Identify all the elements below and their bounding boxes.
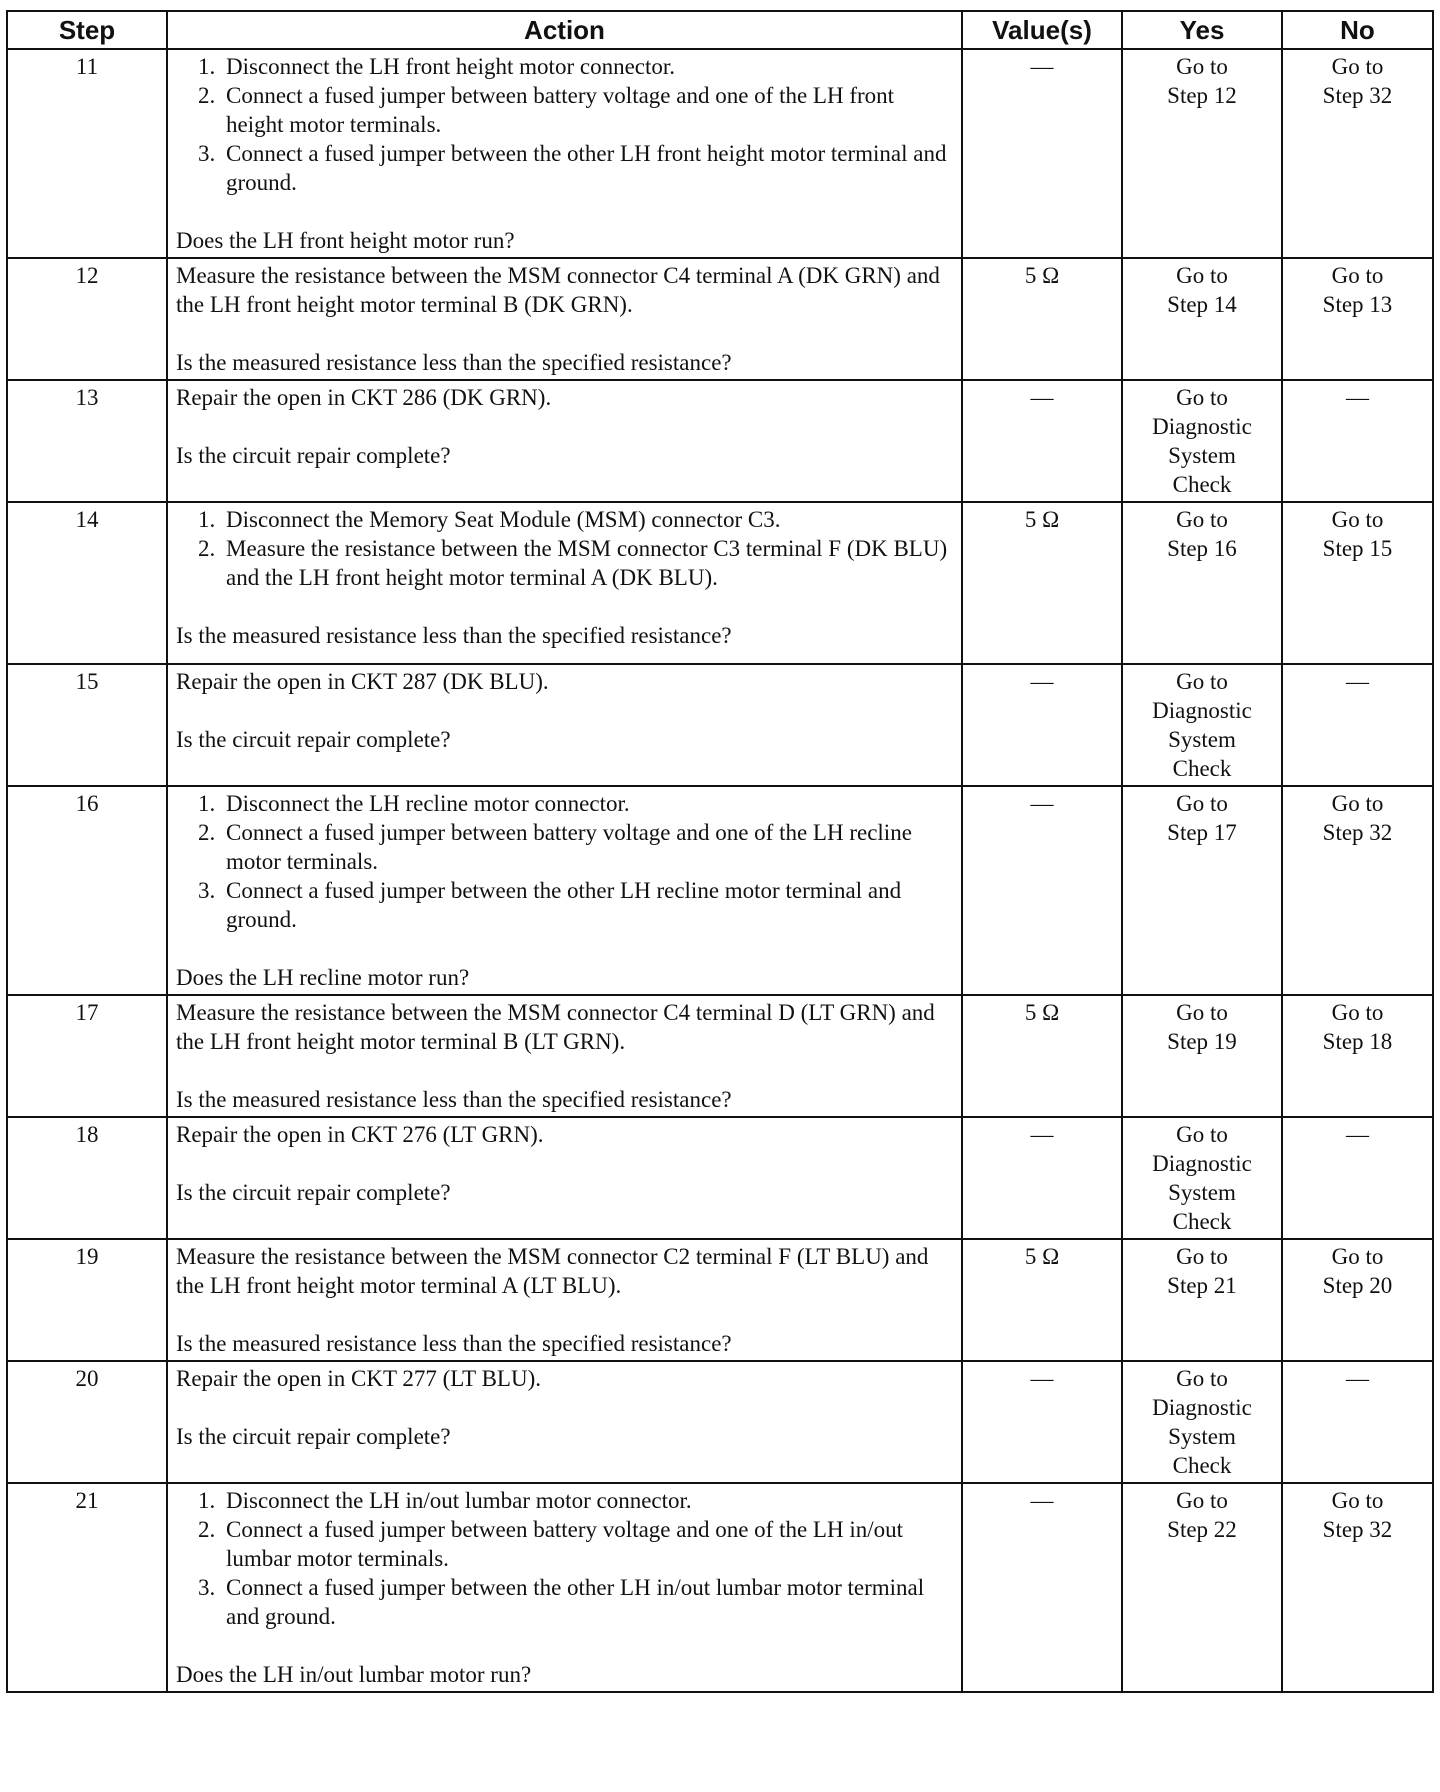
header-action: Action [167, 11, 962, 49]
yes-line: Diagnostic [1152, 414, 1252, 439]
instruction-item [198, 139, 953, 197]
yes-cell [1122, 1361, 1282, 1483]
step-number: 21 [7, 1483, 167, 1692]
yes-line: Go to [1176, 1244, 1228, 1269]
header-no: No [1282, 11, 1433, 49]
instruction-text: Disconnect the Memory Seat Module (MSM) connector C3. [226, 507, 781, 532]
value-cell: — [962, 1483, 1122, 1692]
instruction-number: 3. [198, 878, 216, 903]
yes-line: Go to [1176, 1488, 1228, 1513]
instruction-number: 3. [198, 141, 216, 166]
instruction-text: Connect a fused jumper between the other LH front height motor terminal and ground. [226, 141, 947, 195]
no-line: Go to [1331, 507, 1384, 532]
action-question: Is the circuit repair complete? [176, 443, 451, 468]
no-line: Step 15 [1322, 536, 1393, 561]
yes-cell [1122, 380, 1282, 502]
instruction-text: Disconnect the LH in/out lumbar motor connector. [226, 1488, 692, 1513]
yes-line: Go to [1176, 54, 1228, 79]
instruction-text: Measure the resistance between the MSM connector C3 terminal F (DK BLU) and the LH front height motor terminal A (DK BLU). [226, 536, 948, 590]
yes-line: Check [1172, 1209, 1232, 1234]
instruction-number: 2. [198, 536, 216, 561]
yes-line: Go to [1176, 507, 1228, 532]
yes-line: System [1168, 443, 1236, 468]
action-cell [167, 258, 962, 380]
action-cell [167, 49, 962, 258]
no-cell [1282, 664, 1433, 786]
instruction-item [198, 534, 953, 592]
yes-cell [1122, 502, 1282, 664]
yes-line: Go to [1176, 791, 1228, 816]
yes-cell [1122, 49, 1282, 258]
no-cell [1282, 786, 1433, 995]
action-cell [167, 1117, 962, 1239]
yes-line: Go to [1176, 669, 1228, 694]
instruction-number: 3. [198, 1575, 216, 1600]
instruction-text: Connect a fused jumper between battery voltage and one of the LH front height motor terminals. [226, 83, 895, 137]
yes-line: System [1168, 727, 1236, 752]
table-row [7, 1483, 1433, 1692]
value-cell: 5 Ω [962, 502, 1122, 664]
action-text: Measure the resistance between the MSM connector C4 terminal D (LT GRN) and the LH front height motor terminal B (LT GRN). [176, 1000, 935, 1054]
yes-line: Step 17 [1167, 820, 1237, 845]
yes-line: Diagnostic [1152, 698, 1252, 723]
no-line: — [1346, 1122, 1369, 1147]
action-text: Repair the open in CKT 276 (LT GRN). [176, 1122, 544, 1147]
action-text: Repair the open in CKT 286 (DK GRN). [176, 385, 552, 410]
instruction-number: 1. [198, 1488, 216, 1513]
instruction-item [198, 789, 953, 818]
no-line: Step 32 [1322, 1517, 1393, 1542]
instruction-text: Disconnect the LH front height motor connector. [226, 54, 676, 79]
action-question: Does the LH front height motor run? [176, 228, 515, 253]
table-row [7, 664, 1433, 786]
instruction-item [198, 81, 953, 139]
no-cell [1282, 1483, 1433, 1692]
no-line: Step 18 [1322, 1029, 1393, 1054]
action-text: Repair the open in CKT 277 (LT BLU). [176, 1366, 541, 1391]
no-line: Go to [1331, 1000, 1384, 1025]
no-line: Step 20 [1322, 1273, 1393, 1298]
step-number: 20 [7, 1361, 167, 1483]
value-cell: — [962, 1117, 1122, 1239]
yes-line: Diagnostic [1152, 1151, 1252, 1176]
step-number: 17 [7, 995, 167, 1117]
value-cell: 5 Ω [962, 258, 1122, 380]
table-body [7, 49, 1433, 1692]
instruction-number: 2. [198, 83, 216, 108]
step-number: 11 [7, 49, 167, 258]
no-cell [1282, 995, 1433, 1117]
instruction-number: 1. [198, 54, 216, 79]
action-question: Is the measured resistance less than the specified resistance? [176, 623, 732, 648]
yes-line: Go to [1176, 1366, 1228, 1391]
action-question: Is the circuit repair complete? [176, 1180, 451, 1205]
yes-line: Diagnostic [1152, 1395, 1252, 1420]
no-cell [1282, 502, 1433, 664]
step-number: 18 [7, 1117, 167, 1239]
value-cell: 5 Ω [962, 1239, 1122, 1361]
value-cell: — [962, 380, 1122, 502]
no-line: Step 32 [1322, 83, 1393, 108]
table-row [7, 380, 1433, 502]
value-cell: 5 Ω [962, 995, 1122, 1117]
instruction-number: 2. [198, 820, 216, 845]
instruction-item [198, 876, 953, 934]
table-row [7, 502, 1433, 664]
no-cell [1282, 258, 1433, 380]
table-row [7, 49, 1433, 258]
no-line: Go to [1331, 1244, 1384, 1269]
yes-line: Step 14 [1167, 292, 1237, 317]
instruction-number: 1. [198, 507, 216, 532]
instruction-item [198, 505, 953, 534]
step-number: 12 [7, 258, 167, 380]
yes-line: Go to [1176, 263, 1228, 288]
instruction-item [198, 52, 953, 81]
header-values: Value(s) [962, 11, 1122, 49]
value-cell: — [962, 49, 1122, 258]
yes-cell [1122, 1239, 1282, 1361]
yes-cell [1122, 1117, 1282, 1239]
table-row [7, 786, 1433, 995]
step-number: 14 [7, 502, 167, 664]
instruction-text: Connect a fused jumper between battery voltage and one of the LH recline motor terminals. [226, 820, 912, 874]
instruction-text: Connect a fused jumper between battery voltage and one of the LH in/out lumbar motor terminals. [226, 1517, 904, 1571]
step-number: 16 [7, 786, 167, 995]
instruction-list [176, 1486, 953, 1631]
yes-line: Step 12 [1167, 83, 1237, 108]
yes-line: Check [1172, 756, 1232, 781]
yes-cell [1122, 995, 1282, 1117]
instruction-item [198, 818, 953, 876]
action-cell [167, 1483, 962, 1692]
action-cell [167, 664, 962, 786]
no-line: Step 13 [1322, 292, 1393, 317]
action-question: Is the measured resistance less than the specified resistance? [176, 350, 732, 375]
no-cell [1282, 1239, 1433, 1361]
yes-line: Step 19 [1167, 1029, 1237, 1054]
instruction-text: Connect a fused jumper between the other LH in/out lumbar motor terminal and ground. [226, 1575, 925, 1629]
action-question: Is the circuit repair complete? [176, 727, 451, 752]
no-line: Go to [1331, 1488, 1384, 1513]
action-question: Does the LH recline motor run? [176, 965, 470, 990]
yes-cell [1122, 664, 1282, 786]
yes-line: Step 22 [1167, 1517, 1237, 1542]
no-cell [1282, 380, 1433, 502]
yes-line: System [1168, 1424, 1236, 1449]
no-line: Go to [1331, 54, 1384, 79]
table-row [7, 1239, 1433, 1361]
instruction-list [176, 505, 953, 592]
action-text: Measure the resistance between the MSM connector C4 terminal A (DK GRN) and the LH front height motor terminal B (DK GRN). [176, 263, 940, 317]
table-row [7, 1117, 1433, 1239]
instruction-number: 2. [198, 1517, 216, 1542]
yes-cell [1122, 786, 1282, 995]
value-cell: — [962, 786, 1122, 995]
table-header-row [7, 11, 1433, 49]
value-cell: — [962, 664, 1122, 786]
no-cell [1282, 1361, 1433, 1483]
instruction-number: 1. [198, 791, 216, 816]
yes-cell [1122, 1483, 1282, 1692]
table-row [7, 1361, 1433, 1483]
diagnostic-table-page [6, 10, 1432, 1693]
header-step: Step [7, 11, 167, 49]
instruction-item [198, 1573, 953, 1631]
instruction-list [176, 789, 953, 934]
instruction-item [198, 1515, 953, 1573]
yes-cell [1122, 258, 1282, 380]
yes-line: Go to [1176, 385, 1228, 410]
no-line: Go to [1331, 791, 1384, 816]
action-text: Measure the resistance between the MSM connector C2 terminal F (LT BLU) and the LH front height motor terminal A (LT BLU). [176, 1244, 929, 1298]
yes-line: Go to [1176, 1000, 1228, 1025]
value-cell: — [962, 1361, 1122, 1483]
yes-line: Check [1172, 1453, 1232, 1478]
yes-line: Step 16 [1167, 536, 1237, 561]
no-line: — [1346, 385, 1369, 410]
action-cell [167, 995, 962, 1117]
no-cell [1282, 49, 1433, 258]
header-yes: Yes [1122, 11, 1282, 49]
instruction-list [176, 52, 953, 197]
action-cell [167, 1361, 962, 1483]
table-row [7, 995, 1433, 1117]
action-cell [167, 786, 962, 995]
no-line: — [1346, 1366, 1369, 1391]
no-line: Go to [1331, 263, 1384, 288]
yes-line: Go to [1176, 1122, 1228, 1147]
table-row [7, 258, 1433, 380]
action-question: Is the measured resistance less than the specified resistance? [176, 1331, 732, 1356]
no-line: — [1346, 669, 1369, 694]
step-number: 13 [7, 380, 167, 502]
yes-line: Step 21 [1167, 1273, 1237, 1298]
action-text: Repair the open in CKT 287 (DK BLU). [176, 669, 549, 694]
action-question: Is the circuit repair complete? [176, 1424, 451, 1449]
step-number: 15 [7, 664, 167, 786]
instruction-item [198, 1486, 953, 1515]
step-number: 19 [7, 1239, 167, 1361]
no-line: Step 32 [1322, 820, 1393, 845]
action-cell [167, 380, 962, 502]
action-cell [167, 502, 962, 664]
yes-line: System [1168, 1180, 1236, 1205]
instruction-text: Disconnect the LH recline motor connector. [226, 791, 630, 816]
yes-line: Check [1172, 472, 1232, 497]
action-question: Is the measured resistance less than the specified resistance? [176, 1087, 732, 1112]
instruction-text: Connect a fused jumper between the other LH recline motor terminal and ground. [226, 878, 902, 932]
no-cell [1282, 1117, 1433, 1239]
action-cell [167, 1239, 962, 1361]
diagnostic-table [6, 10, 1434, 1693]
action-question: Does the LH in/out lumbar motor run? [176, 1662, 532, 1687]
